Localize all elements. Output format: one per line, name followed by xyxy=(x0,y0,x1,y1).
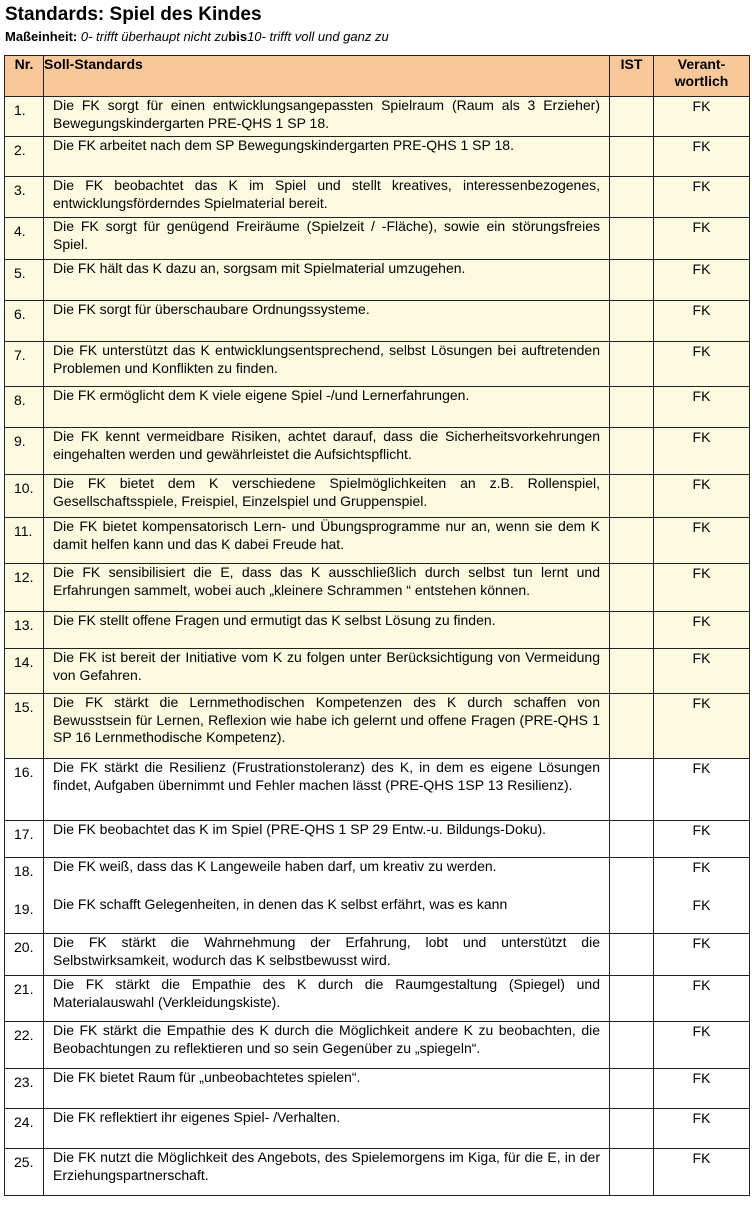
row-number: 9. xyxy=(5,428,44,475)
table-row xyxy=(5,97,750,137)
row-number: 23. xyxy=(5,1069,44,1109)
row-ist-value xyxy=(610,649,654,694)
table-row xyxy=(5,759,750,821)
table-row xyxy=(5,1069,750,1109)
row-standard-text: Die FK bietet kompensatorisch Lern- und Übungsprogramme nur an, wenn sie dem K damit helfen kann und das K dabei Freude hat. xyxy=(44,518,610,564)
table-row xyxy=(5,428,750,475)
row-standard-text: Die FK sorgt für genügend Freiräume (Spielzeit / -Fläche), sowie ein störungsfreies Spiel. xyxy=(44,218,610,260)
row-standard-text: Die FK bietet dem K verschiedene Spielmöglichkeiten an z.B. Rollenspiel, Gesellschaftsspiele, Freispiel, Einzelspiel und Gruppenspiel. xyxy=(44,475,610,518)
table-row xyxy=(5,564,750,612)
row-responsible: FK xyxy=(654,177,750,218)
row-responsible: FK xyxy=(654,518,750,564)
page-title: Standards: Spiel des Kindes xyxy=(5,4,262,25)
row-responsible: FK xyxy=(654,1149,750,1196)
row-responsible: FK xyxy=(654,475,750,518)
row-number: 11. xyxy=(5,518,44,564)
row-standard-text: Die FK kennt vermeidbare Risiken, achtet darauf, dass die Sicherheitsvorkehrungen eingehalten werden und gewährleistet die Aufsichtspflicht. xyxy=(44,428,610,475)
row-number: 19. xyxy=(5,896,44,934)
row-ist-value xyxy=(610,896,654,934)
row-standard-text: Die FK unterstützt das K entwicklungsentsprechend, selbst Lösungen bei auftretenden Problemen und Konflikten zu finden. xyxy=(44,342,610,387)
row-standard-text: Die FK nutzt die Möglichkeit des Angebots, des Spielemorgens im Kiga, für die E, in der Erziehungspartnerschaft. xyxy=(44,1149,610,1196)
row-responsible: FK xyxy=(654,1069,750,1109)
row-standard-text: Die FK sorgt für einen entwicklungsangepassten Spielraum (Raum als 3 Erzieher) Bewegungskindergarten PRE-QHS 1 SP 18. xyxy=(44,97,610,137)
row-responsible: FK xyxy=(654,649,750,694)
row-number: 3. xyxy=(5,177,44,218)
row-responsible: FK xyxy=(654,342,750,387)
row-responsible: FK xyxy=(654,97,750,137)
measurement-high: 10- trifft voll und ganz zu xyxy=(247,29,389,44)
measurement-bis: bis xyxy=(228,29,248,44)
row-responsible: FK xyxy=(654,694,750,759)
row-number: 4. xyxy=(5,218,44,260)
header-responsible-line1: Verant- xyxy=(677,56,726,72)
header-nr: Nr. xyxy=(5,56,44,97)
row-standard-text: Die FK stellt offene Fragen und ermutigt das K selbst Lösung zu finden. xyxy=(44,612,610,649)
row-responsible: FK xyxy=(654,260,750,301)
row-ist-value xyxy=(610,934,654,976)
row-ist-value xyxy=(610,342,654,387)
row-standard-text: Die FK stärkt die Resilienz (Frustrationstoleranz) des K, in dem es eigene Lösungen findet, Aufgaben übernimmt und Fehler machen lässt (PRE-QHS 1SP 13 Resilienz). xyxy=(44,759,610,821)
row-ist-value xyxy=(610,428,654,475)
row-number: 6. xyxy=(5,301,44,342)
row-standard-text: Die FK stärkt die Wahrnehmung der Erfahrung, lobt und unterstützt die Selbstwirksamkeit, wodurch das K selbstbewusst wird. xyxy=(44,934,610,976)
row-ist-value xyxy=(610,612,654,649)
table-header-row xyxy=(5,56,750,97)
row-ist-value xyxy=(610,1109,654,1149)
row-standard-text: Die FK stärkt die Lernmethodischen Kompetenzen des K durch schaffen von Bewusstsein für Lernen, Reflexion wie habe ich gelernt und offene Fragen (PRE-QHS 1 SP 16 Lernmethodische Kompetenz). xyxy=(44,694,610,759)
row-responsible: FK xyxy=(654,896,750,934)
row-responsible: FK xyxy=(654,821,750,858)
row-standard-text: Die FK sorgt für überschaubare Ordnungssysteme. xyxy=(44,301,610,342)
row-standard-text: Die FK stärkt die Empathie des K durch die Raumgestaltung (Spiegel) und Materialauswahl (Verkleidungskiste). xyxy=(44,976,610,1022)
row-standard-text: Die FK weiß, dass das K Langeweile haben darf, um kreativ zu werden. xyxy=(44,858,610,896)
table-row xyxy=(5,301,750,342)
row-ist-value xyxy=(610,694,654,759)
row-ist-value xyxy=(610,518,654,564)
row-responsible: FK xyxy=(654,428,750,475)
row-ist-value xyxy=(610,301,654,342)
row-responsible: FK xyxy=(654,934,750,976)
row-responsible: FK xyxy=(654,218,750,260)
measurement-label: Maßeinheit: xyxy=(5,29,78,44)
row-number: 17. xyxy=(5,821,44,858)
row-ist-value xyxy=(610,1149,654,1196)
table-row xyxy=(5,649,750,694)
row-ist-value xyxy=(610,1069,654,1109)
row-responsible: FK xyxy=(654,301,750,342)
row-responsible: FK xyxy=(654,564,750,612)
table-row xyxy=(5,976,750,1022)
row-responsible: FK xyxy=(654,612,750,649)
header-ist: IST xyxy=(610,56,654,97)
row-standard-text: Die FK bietet Raum für „unbeobachtetes spielen“. xyxy=(44,1069,610,1109)
table-row xyxy=(5,1109,750,1149)
row-responsible: FK xyxy=(654,387,750,428)
row-standard-text: Die FK stärkt die Empathie des K durch die Möglichkeit andere K zu beobachten, die Beobachtungen zu reflektieren und so sein Gegenüber zu „spiegeln“. xyxy=(44,1022,610,1069)
row-number: 7. xyxy=(5,342,44,387)
row-responsible: FK xyxy=(654,137,750,177)
row-number: 25. xyxy=(5,1149,44,1196)
row-ist-value xyxy=(610,976,654,1022)
table-row xyxy=(5,694,750,759)
header-standard: Soll-Standards xyxy=(44,56,610,97)
row-standard-text: Die FK ermöglicht dem K viele eigene Spiel -/und Lernerfahrungen. xyxy=(44,387,610,428)
row-ist-value xyxy=(610,759,654,821)
table-row xyxy=(5,821,750,858)
row-ist-value xyxy=(610,821,654,858)
table-row xyxy=(5,518,750,564)
row-responsible: FK xyxy=(654,858,750,896)
row-standard-text: Die FK ist bereit der Initiative vom K zu folgen unter Berücksichtigung von Vermeidung von Gefahren. xyxy=(44,649,610,694)
row-standard-text: Die FK beobachtet das K im Spiel und stellt kreatives, interessenbezogenes, entwicklungsförderndes Spielmaterial bereit. xyxy=(44,177,610,218)
row-responsible: FK xyxy=(654,1022,750,1069)
header-responsible xyxy=(654,56,750,97)
row-ist-value xyxy=(610,858,654,896)
row-number: 2. xyxy=(5,137,44,177)
row-number: 21. xyxy=(5,976,44,1022)
row-number: 13. xyxy=(5,612,44,649)
row-standard-text: Die FK sensibilisiert die E, dass das K ausschließlich durch selbst tun lernt und Erfahrungen sammelt, wobei auch „kleinere Schrammen “ entstehen können. xyxy=(44,564,610,612)
row-ist-value xyxy=(610,564,654,612)
row-ist-value xyxy=(610,260,654,301)
row-ist-value xyxy=(610,218,654,260)
table-row xyxy=(5,858,750,896)
measurement-scale xyxy=(5,29,389,45)
table-row xyxy=(5,612,750,649)
table-row xyxy=(5,1149,750,1196)
table-row xyxy=(5,137,750,177)
row-number: 14. xyxy=(5,649,44,694)
table-row xyxy=(5,342,750,387)
row-ist-value xyxy=(610,387,654,428)
row-standard-text: Die FK arbeitet nach dem SP Bewegungskindergarten PRE-QHS 1 SP 18. xyxy=(44,137,610,177)
row-responsible: FK xyxy=(654,976,750,1022)
row-number: 24. xyxy=(5,1109,44,1149)
row-standard-text: Die FK reflektiert ihr eigenes Spiel- /Verhalten. xyxy=(44,1109,610,1149)
table-row xyxy=(5,475,750,518)
standards-table xyxy=(4,55,750,1196)
row-standard-text: Die FK beobachtet das K im Spiel (PRE-QHS 1 SP 29 Entw.-u. Bildungs-Doku). xyxy=(44,821,610,858)
row-number: 1. xyxy=(5,97,44,137)
table-row xyxy=(5,387,750,428)
row-ist-value xyxy=(610,1022,654,1069)
row-number: 22. xyxy=(5,1022,44,1069)
table-row xyxy=(5,260,750,301)
row-number: 16. xyxy=(5,759,44,821)
table-row xyxy=(5,896,750,934)
header-responsible-line2: wortlich xyxy=(674,73,729,89)
row-number: 15. xyxy=(5,694,44,759)
row-ist-value xyxy=(610,97,654,137)
measurement-low: 0- trifft überhaupt nicht zu xyxy=(77,29,229,44)
table-row xyxy=(5,177,750,218)
row-ist-value xyxy=(610,177,654,218)
table-row xyxy=(5,1022,750,1069)
row-responsible: FK xyxy=(654,1109,750,1149)
row-number: 10. xyxy=(5,475,44,518)
table-row xyxy=(5,934,750,976)
row-standard-text: Die FK schafft Gelegenheiten, in denen das K selbst erfährt, was es kann xyxy=(44,896,610,934)
row-ist-value xyxy=(610,475,654,518)
row-number: 5. xyxy=(5,260,44,301)
row-ist-value xyxy=(610,137,654,177)
table-row xyxy=(5,218,750,260)
row-number: 18. xyxy=(5,858,44,896)
row-standard-text: Die FK hält das K dazu an, sorgsam mit Spielmaterial umzugehen. xyxy=(44,260,610,301)
row-responsible: FK xyxy=(654,759,750,821)
row-number: 12. xyxy=(5,564,44,612)
row-number: 20. xyxy=(5,934,44,976)
row-number: 8. xyxy=(5,387,44,428)
